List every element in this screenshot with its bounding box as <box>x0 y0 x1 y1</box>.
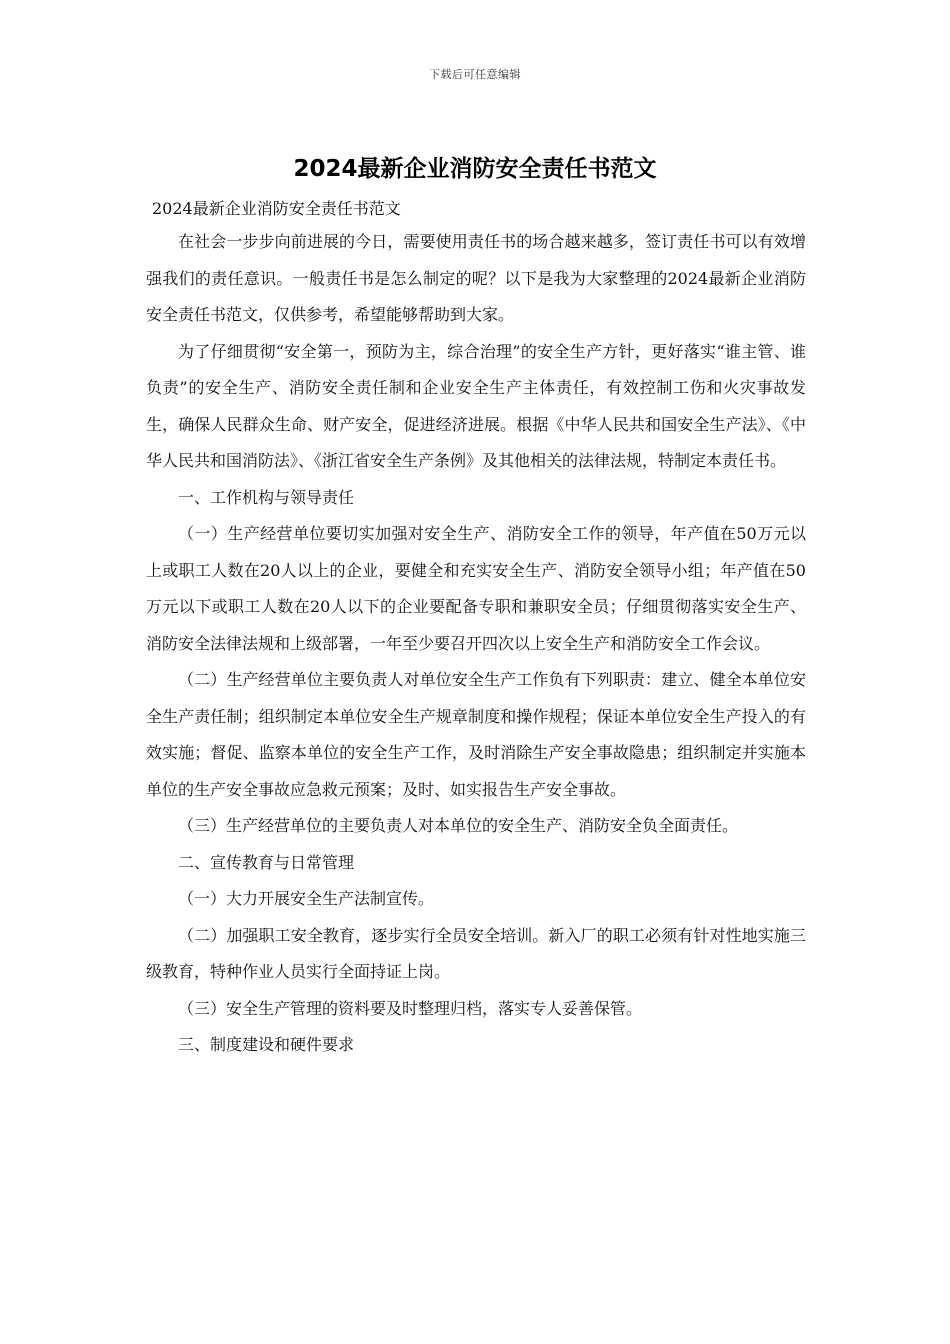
paragraph-1-2: （二）生产经营单位主要负责人对单位安全生产工作负有下列职责：建立、健全本单位安全生产责任制；组织制定本单位安全生产规章制度和操作规程；保证本单位安全生产投入的有效实施；督促、监察本单位的安全生产工作，及时消除生产安全事故隐患；组织制定并实施本单位的生产安全事故应急救元预案；及时、如实报告生产安全事故。 <box>146 670 806 799</box>
paragraph-2-2: （二）加强职工安全教育，逐步实行全员安全培训。新入厂的职工必须有针对性地实施三级教育，特种作业人员实行全面持证上岗。 <box>146 925 806 981</box>
paragraph-1-3: （三）生产经营单位的主要负责人对本单位的安全生产、消防安全负全面责任。 <box>178 816 739 835</box>
section-heading-2: 二、宣传教育与日常管理 <box>178 852 355 872</box>
section-heading-1: 一、工作机构与领导责任 <box>178 487 355 507</box>
document-subtitle: 2024最新企业消防安全责任书范文 <box>152 199 401 218</box>
section-heading-3: 三、制度建设和硬件要求 <box>178 1035 355 1054</box>
paragraph-2-3: （三）安全生产管理的资料要及时整理归档，落实专人妥善保管。 <box>178 998 643 1018</box>
document-title: 2024最新企业消防安全责任书范文 <box>293 156 657 182</box>
paragraph-1-1: （一）生产经营单位要切实加强对安全生产、消防安全工作的领导，年产值在50万元以上或职工人数在20人以上的企业，要健全和充实安全生产、消防安全领导小组；年产值在50万元以下或职工人数在20人以下的企业要配备专职和兼职安全员；仔细贯彻落实安全生产、消防安全法律法规和上级部署，一年至少要召开四次以上安全生产和消防安全工作会议。 <box>146 524 806 653</box>
paragraph-2-1: （一）大力开展安全生产法制宣传。 <box>178 889 435 908</box>
paragraph-purpose: 为了仔细贯彻“安全第一，预防为主，综合治理”的安全生产方针，更好落实“谁主管、谁负责”的安全生产、消防安全责任制和企业安全生产主体责任，有效控制工伤和火灾事故发生，确保人民群众生命、财产安全，促进经济进展。根据《中华人民共和国安全生产法》、《中华人民共和国消防法》、《浙江省安全生产条例》及其他相关的法律法规，特制定本责任书。 <box>146 341 806 470</box>
header-note: 下载后可任意编辑 <box>429 68 521 81</box>
paragraph-intro: 在社会一步步向前进展的今日，需要使用责任书的场合越来越多，签订责任书可以有效增强我们的责任意识。一般责任书是怎么制定的呢？以下是我为大家整理的2024最新企业消防安全责任书范文，仅供参考，希望能够帮助到大家。 <box>146 232 806 324</box>
document-body <box>146 194 806 1064</box>
